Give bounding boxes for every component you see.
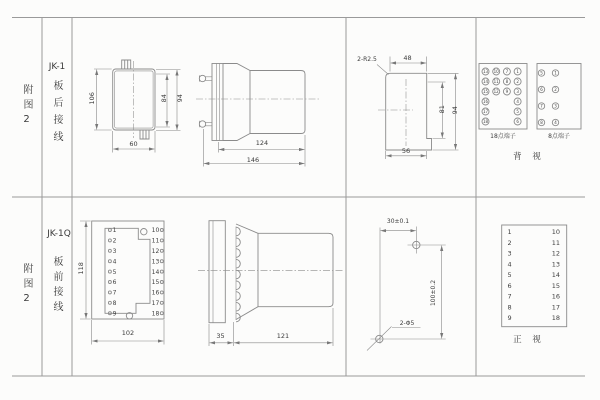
svg-text:7: 7 (540, 103, 543, 109)
svg-text:16: 16 (551, 292, 560, 301)
svg-text:4: 4 (554, 120, 557, 125)
svg-text:12: 12 (551, 249, 560, 258)
svg-text:13: 13 (151, 258, 160, 266)
front-terminal-list-box (502, 225, 567, 327)
svg-text:10: 10 (493, 69, 499, 74)
terminal-screw-bumps (236, 227, 240, 322)
svg-text:2: 2 (554, 87, 557, 92)
svg-text:7: 7 (507, 292, 512, 301)
front-view-right-terminals (152, 227, 164, 317)
dim-30-tolerance: 30±0.1 (386, 217, 410, 225)
svg-text:17: 17 (151, 300, 160, 307)
terminal-list-right (552, 228, 560, 322)
svg-text:16: 16 (151, 289, 160, 297)
svg-text:6: 6 (112, 279, 117, 287)
svg-text:8: 8 (507, 303, 512, 312)
row1-figure-label: 附图2 (21, 84, 32, 130)
svg-text:15: 15 (551, 281, 560, 290)
front-view-label: 正 视 (513, 335, 541, 345)
row2-model-label: JK-1Q (47, 229, 71, 239)
svg-text:8: 8 (112, 300, 117, 307)
terminal18-label: 18点端子 (490, 133, 516, 140)
dim-94: 94 (175, 94, 184, 103)
svg-text:9: 9 (505, 89, 509, 94)
svg-text:14: 14 (482, 79, 489, 84)
svg-text:2: 2 (507, 238, 512, 247)
svg-text:16: 16 (482, 99, 489, 104)
svg-text:3: 3 (507, 249, 512, 258)
rear-view-label: 背 视 (513, 152, 541, 162)
dim-84: 84 (159, 94, 168, 103)
svg-text:5: 5 (112, 268, 117, 276)
svg-text:17: 17 (482, 109, 489, 114)
svg-text:10: 10 (151, 227, 160, 235)
svg-text:12: 12 (151, 248, 160, 255)
svg-text:1: 1 (554, 70, 557, 76)
dim-60: 60 (129, 140, 138, 148)
svg-text:7: 7 (505, 69, 509, 74)
svg-text:4: 4 (516, 99, 519, 104)
svg-text:17: 17 (551, 303, 560, 312)
dim-100-tolerance: 100±0.2 (429, 279, 437, 307)
dim-94-cutout: 94 (450, 106, 459, 115)
svg-text:15: 15 (482, 89, 489, 94)
row2-figure-label: 附图2 (21, 263, 32, 309)
svg-text:3: 3 (516, 89, 519, 94)
jk1-panel-cutout-drawing (378, 73, 432, 150)
terminal-list-left (508, 228, 512, 322)
dim-35: 35 (216, 331, 225, 340)
svg-text:2: 2 (112, 237, 117, 245)
svg-text:7: 7 (112, 289, 117, 297)
terminal-block-8 (538, 70, 558, 126)
terminal8-label: 8点端子 (548, 133, 570, 140)
svg-text:18: 18 (482, 119, 489, 124)
svg-text:9: 9 (507, 314, 512, 322)
svg-text:1: 1 (516, 69, 519, 74)
dim-146: 146 (246, 155, 260, 164)
dim-81: 81 (437, 105, 446, 114)
svg-text:9: 9 (112, 310, 117, 318)
dim-hole-marking: 2-Φ5 (399, 319, 415, 327)
terminal-block-18 (482, 68, 521, 125)
svg-text:11: 11 (493, 79, 499, 84)
jk1-front-view-drawing (113, 60, 155, 139)
svg-text:4: 4 (507, 260, 512, 269)
rear-terminal-blocks (479, 64, 581, 130)
jk1-side-view-drawing (196, 64, 320, 141)
dim-118: 118 (76, 262, 85, 275)
front-view-left-terminals (108, 227, 116, 317)
jk1q-front-view-drawing (92, 221, 164, 319)
svg-text:8: 8 (540, 120, 543, 125)
table-grid (12, 18, 585, 377)
svg-text:15: 15 (151, 279, 160, 287)
dim-corner-radius: 2-R2.5 (357, 56, 377, 63)
svg-text:3: 3 (554, 103, 557, 109)
svg-text:4: 4 (112, 258, 117, 266)
dim-121: 121 (276, 331, 290, 340)
svg-text:5: 5 (540, 70, 543, 76)
svg-text:11: 11 (551, 238, 560, 247)
dim-48: 48 (403, 54, 412, 62)
dim-102: 102 (121, 328, 135, 337)
svg-text:13: 13 (551, 260, 560, 269)
svg-text:18: 18 (151, 310, 160, 318)
svg-text:18: 18 (551, 314, 560, 322)
jk1q-side-view-dims (209, 308, 333, 346)
svg-text:6: 6 (516, 119, 519, 124)
row1-model-label: JK-1 (48, 62, 66, 72)
svg-text:8: 8 (505, 79, 509, 84)
svg-text:1: 1 (507, 228, 512, 236)
svg-text:2: 2 (516, 79, 519, 84)
dim-124: 124 (255, 139, 269, 147)
jk1q-side-view-drawing (198, 221, 344, 323)
svg-text:6: 6 (540, 87, 543, 92)
svg-text:11: 11 (151, 237, 160, 245)
row1-wiring-label: 板后接线 (51, 80, 62, 148)
svg-text:13: 13 (482, 69, 489, 74)
svg-text:1: 1 (112, 227, 117, 235)
dim-106: 106 (87, 92, 96, 105)
svg-text:14: 14 (151, 268, 160, 276)
svg-text:5: 5 (516, 109, 519, 114)
row2-wiring-label: 板前接线 (51, 256, 62, 316)
dim-56: 56 (401, 147, 411, 155)
svg-text:10: 10 (551, 228, 560, 236)
svg-text:5: 5 (507, 271, 512, 279)
svg-text:14: 14 (551, 271, 560, 279)
svg-text:12: 12 (493, 89, 499, 94)
svg-text:6: 6 (507, 281, 512, 290)
svg-text:3: 3 (112, 248, 117, 255)
jk1-panel-cutout-dims (377, 54, 459, 160)
